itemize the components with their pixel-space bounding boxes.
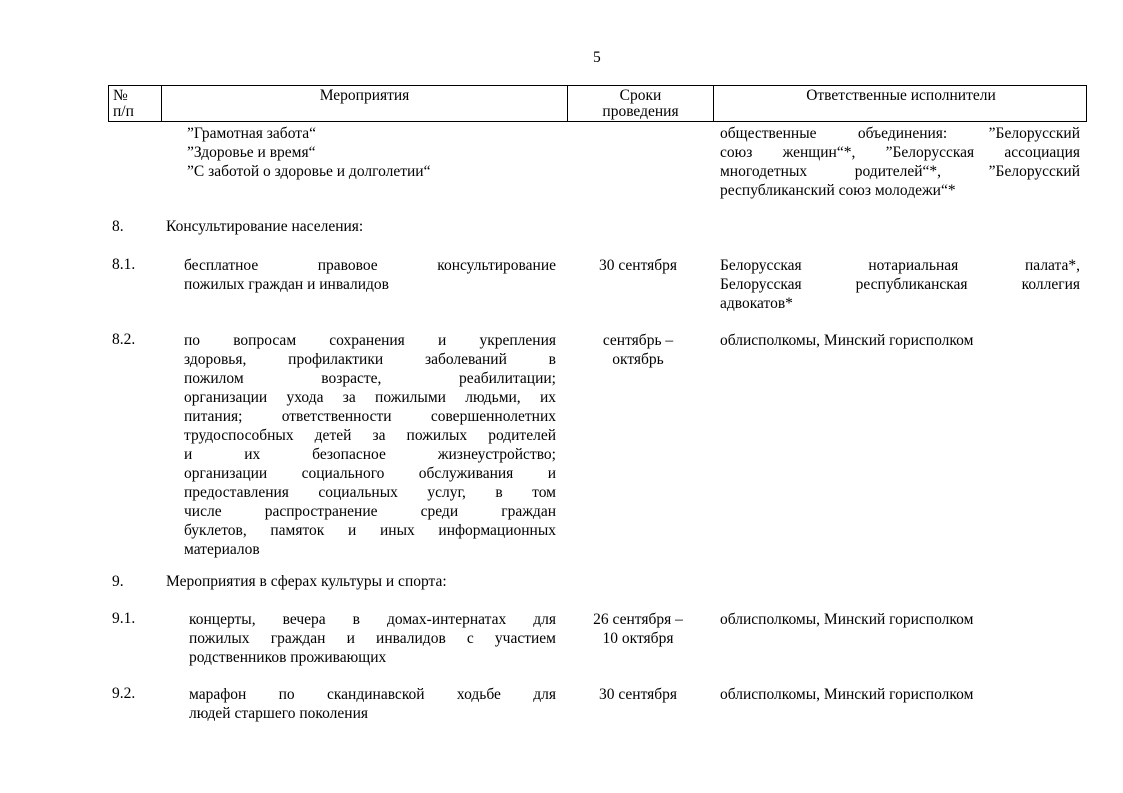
header-events: Мероприятия bbox=[319, 87, 410, 104]
row-responsible: облисполкомы, Минский горисполком bbox=[720, 611, 974, 628]
section-title: Мероприятия в сферах культуры и спорта: bbox=[166, 573, 447, 590]
continuation-events: ”Грамотная забота“ ”Здоровье и время“ ”С заботой о здоровье и долголетии“ bbox=[187, 125, 431, 180]
row-number: 8.1. bbox=[112, 256, 136, 273]
row-event: по вопросам сохранения и укрепления здоровья, профилактики заболеваний в пожилом возрасте, реабилитации; организации ухода за пожилыми людьми, их питания; ответственности совершеннолетних трудоспособных детей за пожилых родителей и их безопасное жизнеустройство; организации социального обслуживания и предоставления социальных услуг, в том числе распространение среди граждан буклетов, памяток и иных информационных материалов bbox=[184, 332, 556, 558]
header-responsible: Ответственные исполнители bbox=[806, 87, 996, 104]
row-number: 9.1. bbox=[112, 610, 136, 627]
row-term: сентябрь – октябрь bbox=[602, 332, 674, 368]
row-number: 9.2. bbox=[112, 685, 136, 702]
row-event: бесплатное правовое консультирование пожилых граждан и инвалидов bbox=[184, 257, 556, 293]
continuation-responsible: общественные объединения: ”Белорусский союз женщин“*, ”Белорусская ассоциация многодетных родителей“*, ”Белорусский республиканский союз молодежи“* bbox=[720, 125, 1080, 199]
row-term: 30 сентября bbox=[598, 686, 678, 703]
page-number: 5 bbox=[593, 49, 601, 66]
header-terms: Сроки проведения bbox=[602, 87, 679, 120]
row-responsible: облисполкомы, Минский горисполком bbox=[720, 332, 974, 349]
row-responsible: облисполкомы, Минский горисполком bbox=[720, 686, 974, 703]
row-number: 8.2. bbox=[112, 331, 136, 348]
section-title: Консультирование населения: bbox=[166, 218, 364, 235]
row-event: концерты, вечера в домах-интернатах для пожилых граждан и инвалидов с участием родственников проживающих bbox=[189, 611, 556, 666]
row-responsible: Белорусская нотариальная палата*, Белорусская республиканская коллегия адвокатов* bbox=[720, 257, 1080, 312]
section-number: 9. bbox=[112, 573, 124, 590]
section-number: 8. bbox=[112, 218, 124, 235]
row-term: 30 сентября bbox=[598, 257, 678, 274]
table-header bbox=[108, 85, 1087, 122]
row-term: 26 сентября – 10 октября bbox=[593, 611, 683, 647]
header-num: № п/п bbox=[113, 87, 134, 120]
row-event: марафон по скандинавской ходьбе для людей старшего поколения bbox=[189, 686, 556, 722]
